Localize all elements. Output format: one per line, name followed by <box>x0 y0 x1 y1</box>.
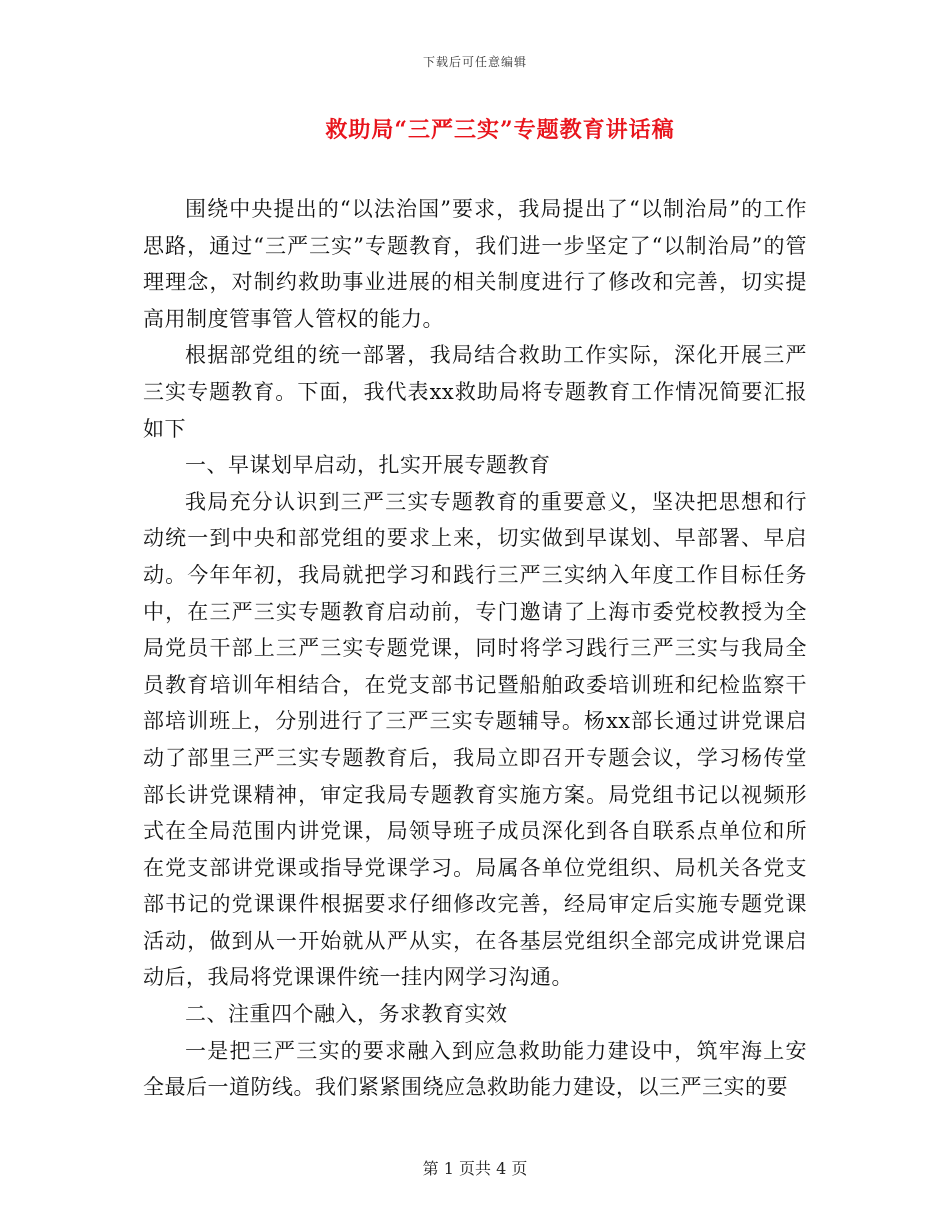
document-title: 救助局“三严三实”专题教育讲话稿 <box>325 117 675 143</box>
paragraph: 围绕中央提出的“以法治国”要求，我局提出了“以制治局”的工作思路，通过“三严三实”专题教育，我们进一步坚定了“以制治局”的管理理念，对制约救助事业进展的相关制度进行了修改和完善，切实提高用制度管事管人管权的能力。 <box>143 197 807 331</box>
document-body <box>143 191 807 1106</box>
paragraph: 根据部党组的统一部署，我局结合救助工作实际，深化开展三严三实专题教育。下面，我代表xx救助局将专题教育工作情况简要汇报如下 <box>143 343 807 441</box>
header-note: 下载后可任意编辑 <box>422 55 527 69</box>
paragraph: 一是把三严三实的要求融入到应急救助能力建设中，筑牢海上安全最后一道防线。我们紧紧围绕应急救助能力建设，以三严三实的要 <box>143 1038 807 1100</box>
paragraph: 我局充分认识到三严三实专题教育的重要意义，坚决把思想和行动统一到中央和部党组的要求上来，切实做到早谋划、早部署、早启动。今年年初，我局就把学习和践行三严三实纳入年度工作目标任务中，在三严三实专题教育启动前，专门邀请了上海市委党校教授为全局党员干部上三严三实专题党课，同时将学习践行三严三实与我局全员教育培训年相结合，在党支部书记暨船舶政委培训班和纪检监察干部培训班上，分别进行了三严三实专题辅导。杨xx部长通过讲党课启动了部里三严三实专题教育后，我局立即召开专题会议，学习杨传堂部长讲党课精神，审定我局专题教育实施方案。局党组书记以视频形式在全局范围内讲党课，局领导班子成员深化到各自联系点单位和所在党支部讲党课或指导党课学习。局属各单位党组织、局机关各党支部书记的党课课件根据要求仔细修改完善，经局审定后实施专题党课活动，做到从一开始就从严从实，在各基层党组织全部完成讲党课启动后，我局将党课课件统一挂内网学习沟通。 <box>143 489 807 990</box>
page-footer: 第 1 页共 4 页 <box>422 1159 528 1178</box>
section-heading: 一、早谋划早启动，扎实开展专题教育 <box>185 453 551 478</box>
section-heading: 二、注重四个融入，务求教育实效 <box>185 1002 508 1027</box>
